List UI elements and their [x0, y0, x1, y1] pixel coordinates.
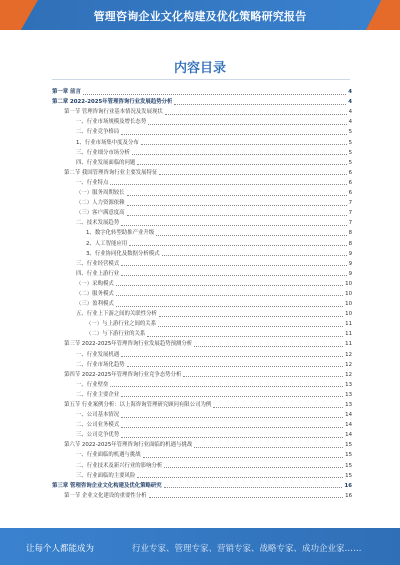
toc-leader-dots	[110, 386, 343, 387]
toc-entry[interactable]	[52, 338, 352, 348]
toc-entry-page: 4	[348, 99, 352, 106]
toc-leader-dots	[121, 396, 343, 397]
toc-entry[interactable]	[52, 177, 352, 187]
toc-leader-dots	[194, 447, 343, 448]
toc-entry[interactable]	[52, 268, 352, 278]
toc-entry-label: 二、行业市场化趋势	[76, 361, 125, 368]
toc-entry[interactable]	[52, 490, 352, 500]
page-footer	[0, 528, 400, 565]
toc-entry-label: 三、行业经营模式	[76, 260, 120, 267]
toc-entry-label: （二）人力资源依赖	[76, 200, 125, 207]
toc-entry[interactable]	[52, 459, 352, 469]
toc-entry[interactable]	[52, 449, 352, 459]
toc-entry-label: （二）与下游行业的关系	[86, 331, 146, 338]
toc-leader-dots	[164, 467, 343, 468]
toc-leader-dots	[127, 205, 347, 206]
toc-leader-dots	[121, 265, 346, 266]
toc-entry-page: 15	[345, 442, 352, 449]
toc-entry-page: 6	[348, 169, 352, 176]
toc-entry-page: 15	[345, 452, 352, 459]
toc-leader-dots	[164, 487, 343, 488]
toc-entry-label: 2、人工智能应用	[86, 240, 128, 247]
toc-entry[interactable]	[52, 318, 352, 328]
toc-entry-label: 一、行业发展机遇	[76, 351, 120, 358]
toc-entry-label: 二、行业主要企业	[76, 391, 120, 398]
toc-leader-dots	[132, 154, 347, 155]
toc-entry-label: 五、行业上下游之间的关联性分析	[76, 311, 157, 318]
toc-entry-page: 4	[348, 109, 352, 116]
toc-leader-dots	[143, 457, 343, 458]
toc-entry[interactable]	[52, 86, 352, 96]
toc-entry[interactable]	[52, 237, 352, 247]
toc-entry-label: 第三章 管理咨询企业文化构建及优化策略研究	[52, 482, 162, 489]
table-of-contents	[52, 86, 352, 500]
toc-entry-page: 13	[345, 391, 352, 398]
toc-leader-dots	[121, 427, 343, 428]
toc-entry-label: 第四节 2022-2025年管理咨询行业竞争态势分析	[64, 371, 182, 378]
toc-entry-page: 13	[345, 381, 352, 388]
toc-entry-page: 11	[345, 331, 352, 338]
toc-entry-page: 14	[345, 432, 352, 439]
toc-leader-dots	[213, 407, 343, 408]
toc-entry-page: 5	[348, 149, 352, 156]
toc-leader-dots	[148, 124, 346, 125]
toc-leader-dots	[183, 376, 343, 377]
toc-entry-page: 12	[345, 361, 352, 368]
toc-entry[interactable]	[52, 106, 352, 116]
toc-entry[interactable]	[52, 227, 352, 237]
toc-entry[interactable]	[52, 217, 352, 227]
toc-entry[interactable]	[52, 126, 352, 136]
toc-leader-dots	[129, 245, 346, 246]
toc-entry-label: 一、行业市场规模及增长态势	[76, 119, 147, 126]
toc-entry[interactable]	[52, 298, 352, 308]
footer-slogan: 让每个人都能成为	[26, 544, 95, 554]
toc-leader-dots	[116, 306, 343, 307]
toc-entry-page: 7	[348, 200, 352, 207]
toc-entry-label: 3、行业协同化及数据分析模式	[86, 250, 160, 257]
toc-entry[interactable]	[52, 207, 352, 217]
toc-entry[interactable]	[52, 480, 352, 490]
toc-entry[interactable]	[52, 136, 352, 146]
toc-entry-page: 16	[345, 492, 352, 499]
toc-entry-page: 8	[348, 240, 352, 247]
toc-entry-page: 7	[348, 220, 352, 227]
toc-entry[interactable]	[52, 429, 352, 439]
toc-entry-label: 四、行业上游行业	[76, 270, 120, 277]
toc-entry[interactable]	[52, 308, 352, 318]
toc-entry-label: 二、行业技术及新兴行业的影响分析	[76, 462, 163, 469]
toc-entry-label: （一）与上游行业之间的关系	[86, 321, 157, 328]
toc-leader-dots	[162, 255, 347, 256]
toc-leader-dots	[116, 295, 343, 296]
toc-entry-page: 15	[345, 472, 352, 479]
toc-entry-label: 三、公司竞争优势	[76, 432, 120, 439]
toc-entry[interactable]	[52, 389, 352, 399]
toc-entry-label: 第三节 2022-2025年管理咨询行业发展趋势预测分析	[64, 341, 193, 348]
toc-leader-dots	[121, 275, 346, 276]
toc-leader-dots	[121, 356, 343, 357]
toc-entry-label: 第五节 行业案例分析：以上海咨询管理研究顾问有限公司为例	[64, 402, 212, 408]
toc-entry-page: 14	[345, 422, 352, 429]
toc-entry[interactable]	[52, 197, 352, 207]
toc-entry-label: 二、公司业务模式	[76, 422, 120, 429]
toc-entry-page: 13	[345, 402, 352, 408]
toc-leader-dots	[165, 114, 347, 115]
toc-leader-dots	[141, 144, 347, 145]
toc-entry-page: 5	[348, 139, 352, 146]
toc-leader-dots	[149, 497, 344, 498]
toc-entry[interactable]	[52, 399, 352, 409]
toc-entry-label: （三）盈利模式	[76, 301, 114, 308]
toc-leader-dots	[127, 195, 347, 196]
toc-entry[interactable]	[52, 157, 352, 167]
footer-roles: 行业专家、管理专家、营销专家、战略专家、成功企业家……	[132, 544, 362, 554]
toc-entry-page: 12	[345, 351, 352, 358]
toc-entry[interactable]	[52, 147, 352, 157]
toc-entry[interactable]	[52, 248, 352, 258]
toc-entry-label: 第一节 管理咨询行业基本情况及发展现状	[64, 109, 163, 116]
toc-entry[interactable]	[52, 348, 352, 358]
toc-leader-dots	[127, 366, 344, 367]
page-header	[0, 0, 400, 30]
toc-leader-dots	[127, 215, 347, 216]
toc-leader-dots	[121, 134, 346, 135]
toc-entry-page: 9	[348, 250, 352, 257]
toc-entry-page: 5	[348, 159, 352, 166]
toc-leader-dots	[159, 174, 346, 175]
toc-entry-label: 三、行业细分市场分析	[76, 149, 130, 156]
toc-entry-label: 第二节 我国管理咨询行业主要发展特征	[64, 169, 158, 176]
toc-entry[interactable]	[52, 369, 352, 379]
toc-entry-page: 8	[348, 230, 352, 237]
toc-leader-dots	[174, 104, 346, 105]
toc-leader-dots	[83, 94, 346, 95]
toc-entry-page: 15	[345, 462, 352, 469]
toc-leader-dots	[158, 326, 343, 327]
toc-entry-page: 9	[348, 260, 352, 267]
toc-entry[interactable]	[52, 167, 352, 177]
toc-entry-label: 第一节 企业文化建设的重要性分析	[64, 492, 147, 499]
toc-leader-dots	[121, 417, 343, 418]
toc-entry[interactable]	[52, 258, 352, 268]
document-title: 管理咨询企业文化构建及优化策略研究报告	[93, 10, 307, 23]
toc-entry-label: 三、行业面临的主要风险	[76, 472, 136, 479]
toc-entry-label: 第六节 2022-2025年管理咨询行业面临的机遇与挑战	[64, 442, 193, 449]
toc-entry[interactable]	[52, 419, 352, 429]
toc-entry-label: 一、公司基本情况	[76, 412, 120, 419]
toc-title: 内容目录	[173, 61, 226, 76]
toc-leader-dots	[147, 336, 343, 337]
toc-entry[interactable]	[52, 328, 352, 338]
toc-entry[interactable]	[52, 187, 352, 197]
toc-entry-page: 10	[345, 311, 352, 318]
toc-leader-dots	[121, 437, 343, 438]
toc-entry-page: 14	[345, 412, 352, 419]
toc-entry-page: 10	[345, 301, 352, 308]
toc-entry-page: 11	[345, 321, 352, 328]
toc-entry[interactable]	[52, 379, 352, 389]
toc-entry-label: 一、行业特点	[76, 179, 109, 186]
toc-entry-label: 四、行业发展面临的问题	[76, 159, 136, 166]
toc-entry-label: 一、行业面临的机遇与挑战	[76, 452, 141, 459]
toc-entry[interactable]	[52, 359, 352, 369]
toc-entry-label: 1、行业市场集中度及分布	[76, 139, 139, 146]
toc-entry[interactable]	[52, 288, 352, 298]
toc-entry-label: （一）服务周期较长	[76, 190, 125, 197]
toc-leader-dots	[110, 184, 346, 185]
toc-divider	[52, 79, 350, 80]
toc-entry-label: （三）客户满意度高	[76, 210, 125, 217]
toc-entry-label: （二）服务模式	[76, 290, 114, 297]
toc-entry-page: 6	[348, 179, 352, 186]
toc-entry-page: 4	[348, 119, 352, 126]
toc-entry[interactable]	[52, 96, 352, 106]
toc-entry-page: 10	[345, 290, 352, 297]
toc-leader-dots	[194, 346, 343, 347]
toc-leader-dots	[137, 477, 343, 478]
toc-entry-page: 10	[345, 280, 352, 287]
toc-entry-label: 二、行业竞争格局	[76, 129, 120, 136]
toc-leader-dots	[116, 285, 343, 286]
toc-leader-dots	[156, 235, 346, 236]
toc-entry-label: 一、行业壁垒	[76, 381, 109, 388]
toc-leader-dots	[121, 225, 346, 226]
toc-leader-dots	[137, 164, 346, 165]
toc-entry-label: 1、数字化转型助推产业升级	[86, 230, 155, 237]
toc-entry[interactable]	[52, 409, 352, 419]
toc-entry-label: 第二章 2022-2025年管理咨询行业发展趋势分析	[52, 99, 173, 106]
toc-entry-page: 9	[348, 270, 352, 277]
toc-entry-page: 7	[348, 210, 352, 217]
toc-entry[interactable]	[52, 470, 352, 480]
toc-entry-label: 第一章 前言	[52, 89, 81, 96]
toc-entry[interactable]	[52, 116, 352, 126]
toc-entry[interactable]	[52, 278, 352, 288]
toc-entry-page: 4	[348, 89, 352, 96]
toc-entry-page: 6	[348, 190, 352, 197]
toc-entry-page: 16	[344, 482, 352, 489]
toc-leader-dots	[159, 316, 343, 317]
toc-entry-label: 二、技术发展趋势	[76, 220, 120, 227]
toc-entry-page: 12	[345, 371, 352, 378]
toc-entry-page: 11	[345, 341, 352, 348]
toc-entry[interactable]	[52, 439, 352, 449]
toc-entry-page: 5	[348, 129, 352, 136]
toc-entry-label: （一）采购模式	[76, 280, 114, 287]
